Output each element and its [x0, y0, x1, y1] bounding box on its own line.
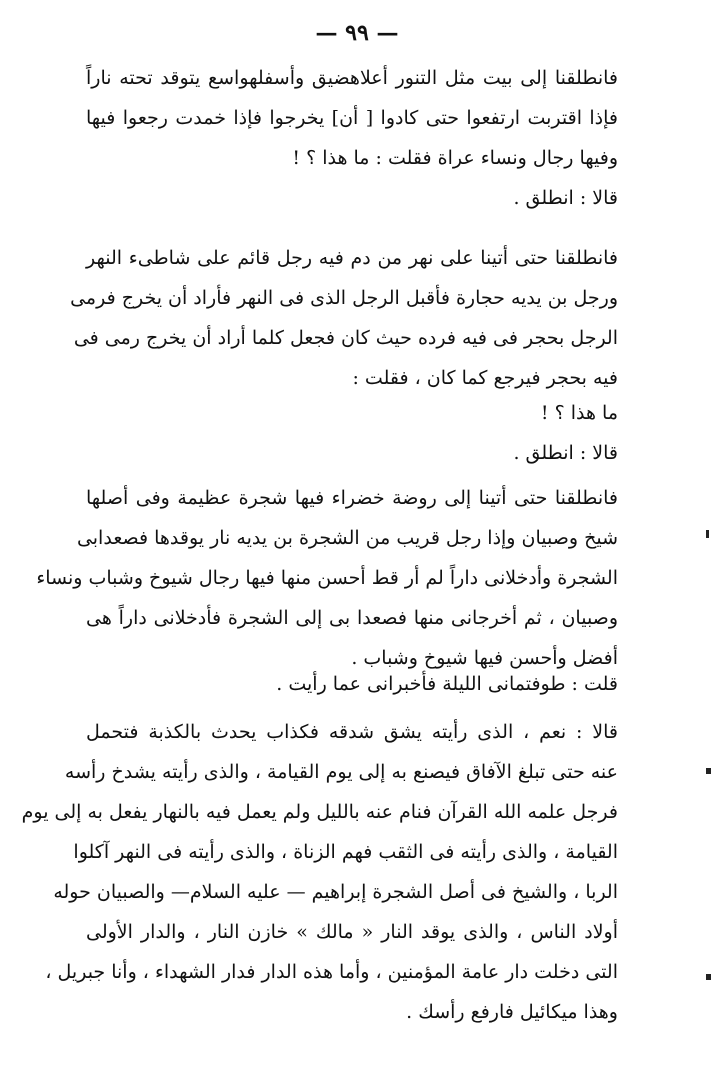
text-line: ورجل بن يديه حجارة فأقبل الرجل الذى فى النهر فأراد أن يخرج فرمى: [70, 287, 618, 309]
paragraph-6: [86, 664, 618, 704]
text-line: التى دخلت دار عامة المؤمنين ، وأما هذه الدار فدار الشهداء ، وأنا جبريل ،: [45, 961, 618, 983]
text-line: فيه بحجر فيرجع كما كان ، فقلت :: [352, 367, 618, 389]
text-line: وهذا ميكائيل فارفع رأسك .: [406, 1001, 618, 1023]
text-line: الربا ، والشيخ فى أصل الشجرة إبراهيم — عليه السلام— والصبيان حوله: [53, 881, 618, 903]
text-line: الشجرة وأدخلانى داراً لم أر قط أحسن منها فيها رجال شيوخ وشباب ونساء: [36, 567, 618, 589]
margin-mark: [706, 530, 709, 538]
text-line: فرجل علمه الله القرآن فنام عنه بالليل ولم يعمل فيه بالنهار يفعل به إلى يوم: [21, 801, 618, 823]
text-line: قالا : انطلق .: [513, 187, 618, 209]
text-line: أولاد الناس ، والذى يوقد النار « مالك » خازن النار ، والدار الأولى: [86, 921, 618, 943]
text-line: فانطلقنا حتى أتينا إلى روضة خضراء فيها شجرة عظيمة وفى أصلها: [86, 487, 618, 509]
text-line: وفيها رجال ونساء عراة فقلت : ما هذا ؟ !: [292, 147, 618, 169]
text-line: قالا : نعم ، الذى رأيته يشق شدقه فكذاب يحدث بالكذبة فتحمل: [86, 721, 618, 743]
text-line: قالا : انطلق .: [513, 442, 618, 464]
text-line: فانطلقنا حتى أتينا على نهر من دم فيه رجل قائم على شاطىء النهر: [86, 247, 618, 269]
page-number: — ٩٩ —: [315, 20, 399, 46]
text-line: فإذا اقتربت ارتفعوا حتى كادوا [ أن] يخرجوا فإذا خمدت رجعوا فيها: [86, 107, 618, 129]
text-line: شيخ وصبيان وإذا رجل قريب من الشجرة بن يديه نار يوقدها فصعدابى: [76, 527, 618, 549]
paragraph-3: [70, 238, 618, 398]
paragraph-2: [86, 178, 618, 218]
text-line: القيامة ، والذى رأيته فى الثقب فهم الزناة ، والذى رأيته فى النهر آكلوا: [73, 841, 618, 863]
text-line: أفضل وأحسن فيها شيوخ وشباب .: [351, 647, 618, 669]
text-line: قلت : طوفتمانى الليلة فأخبرانى عما رأيت .: [276, 673, 618, 695]
text-line: الرجل بحجر فى فيه فرده حيث كان فجعل كلما أراد أن يخرج رمى فى: [73, 327, 618, 349]
text-line: ما هذا ؟ !: [540, 402, 618, 424]
margin-mark: [706, 768, 711, 774]
paragraph-5: [36, 478, 618, 678]
paragraph-1: [86, 58, 618, 178]
paragraph-7: [21, 712, 618, 1032]
text-line: فانطلقنا إلى بيت مثل التنور أعلاهضيق وأسفلهواسع يتوقد تحته ناراً: [86, 67, 618, 89]
margin-mark: [706, 974, 711, 980]
paragraph-4: [86, 393, 618, 473]
text-line: وصبيان ، ثم أخرجانى منها فصعدا بى إلى الشجرة فأدخلانى داراً هى: [86, 607, 618, 629]
text-line: عنه حتى تبلغ الآفاق فيصنع به إلى يوم القيامة ، والذى رأيته يشدخ رأسه: [64, 761, 618, 783]
